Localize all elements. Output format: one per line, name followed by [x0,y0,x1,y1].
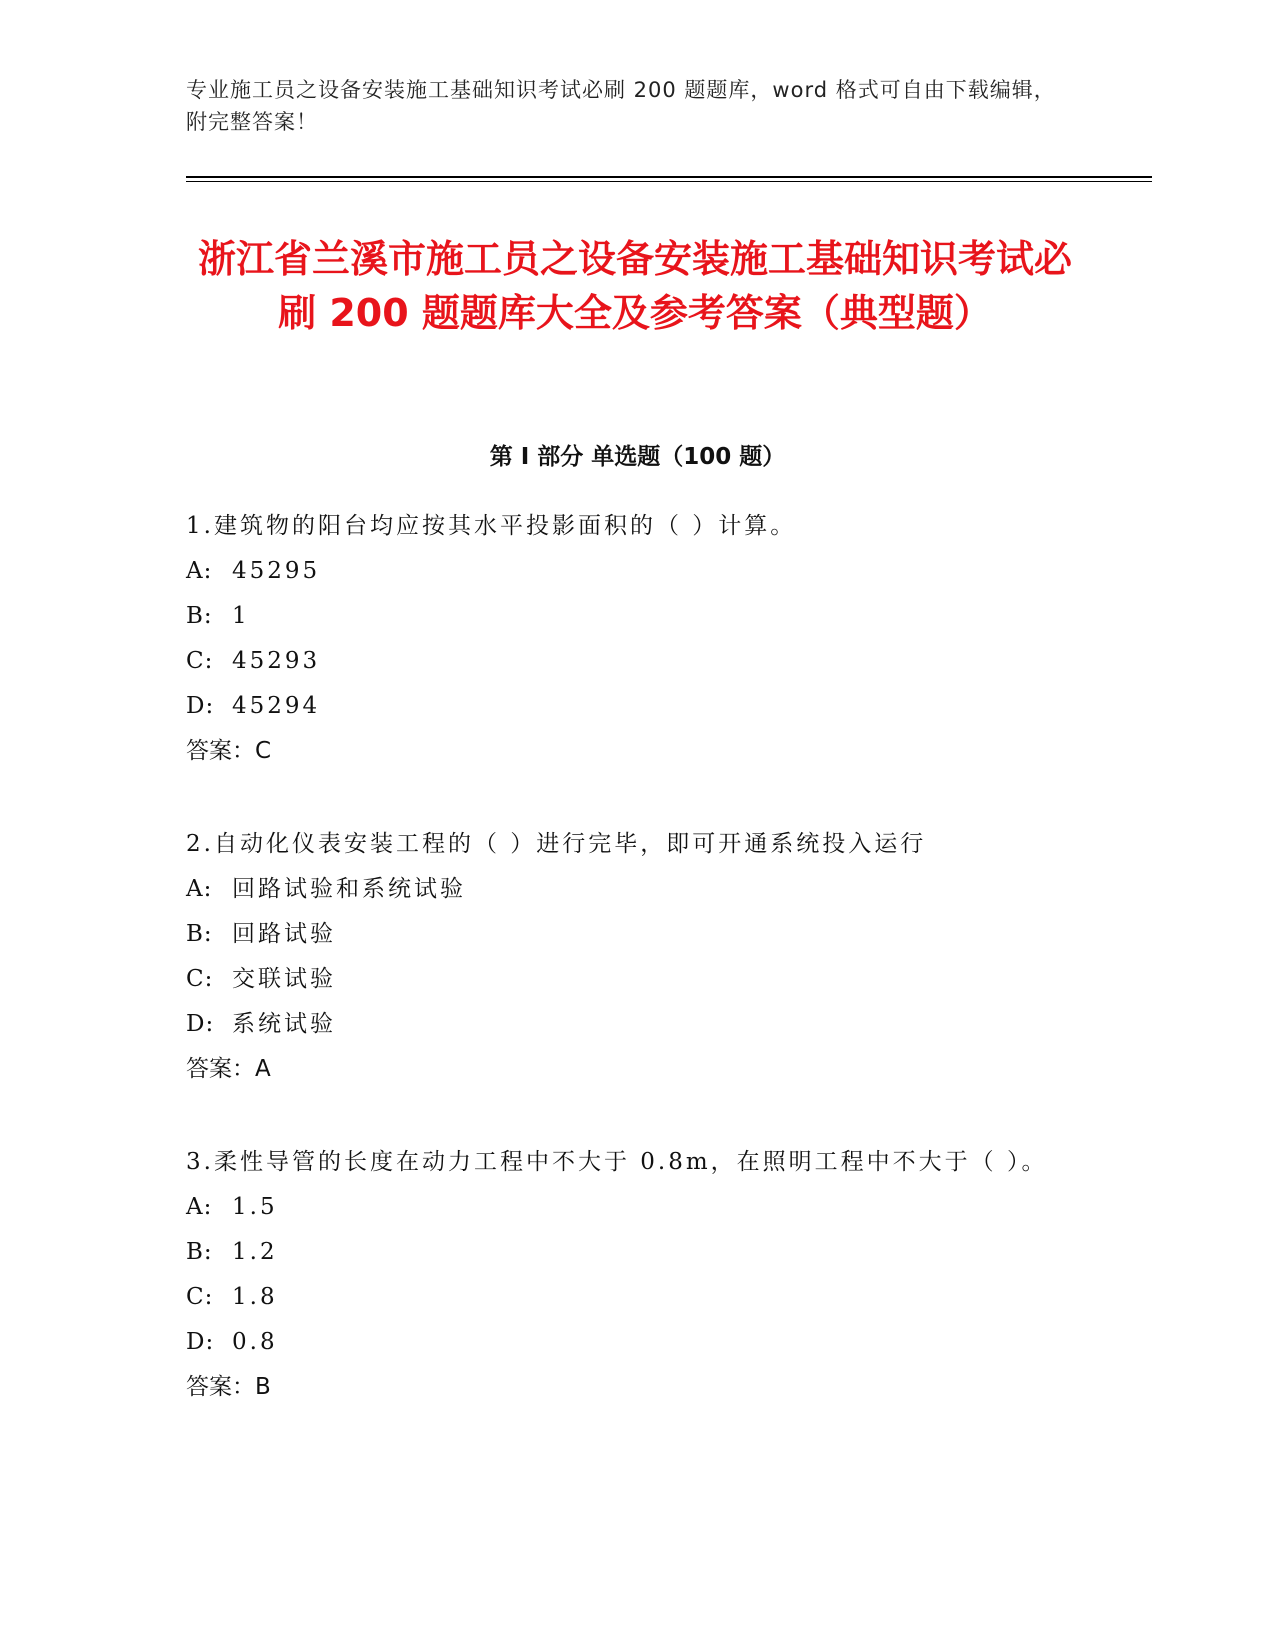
question-stem: 3.柔性导管的长度在动力工程中不大于 0.8m，在照明工程中不大于（ ）。 [186,1149,1048,1175]
option-key: B: [186,1239,213,1265]
header-note: 专业施工员之设备安装施工基础知识考试必刷 200 题题库，word 格式可自由下载编辑，附完整答案！ [186,78,1056,134]
option-key: D: [186,1329,215,1355]
option-key: A: [186,1194,213,1220]
option-text: 回路试验 [232,921,336,947]
header-divider-thick [186,176,1152,178]
option-key: B: [186,921,213,947]
option-c [186,1275,1076,1320]
option-key: A: [186,558,213,584]
option-a [186,867,1076,912]
option-b [186,912,1076,957]
option-b [186,1230,1076,1275]
option-text: 0.8 [232,1329,278,1355]
option-key: D: [186,693,215,719]
option-d [186,684,1076,729]
option-a [186,549,1076,594]
option-text: 系统试验 [232,1011,336,1037]
option-text: 1.2 [232,1239,278,1265]
option-key: C: [186,1284,214,1310]
option-text: 1 [232,603,250,629]
option-key: C: [186,966,214,992]
option-key: C: [186,648,214,674]
option-text: 45295 [232,558,321,584]
option-d [186,1002,1076,1047]
option-c [186,639,1076,684]
option-key: D: [186,1011,215,1037]
option-a [186,1185,1076,1230]
option-text: 回路试验和系统试验 [232,876,466,902]
question-stem: 2.自动化仪表安装工程的（ ）进行完毕，即可开通系统投入运行 [186,831,927,857]
option-key: B: [186,603,213,629]
answer: 答案：B [186,1374,271,1400]
question-3 [186,1140,1076,1410]
option-key: A: [186,876,213,902]
question-stem: 1.建筑物的阳台均应按其水平投影面积的（ ）计算。 [186,513,797,539]
question-1 [186,504,1076,774]
option-text: 交联试验 [232,966,336,992]
option-text: 45293 [232,648,321,674]
option-c [186,957,1076,1002]
question-2 [186,822,1076,1092]
answer: 答案：C [186,738,272,764]
option-d [186,1320,1076,1365]
section-title: 第 I 部分 单选题（100 题） [489,444,786,470]
option-text: 45294 [232,693,321,719]
answer: 答案：A [186,1056,271,1082]
option-b [186,594,1076,639]
document-title: 浙江省兰溪市施工员之设备安装施工基础知识考试必刷 200 题题库大全及参考答案（典型题） [197,237,1072,335]
option-text: 1.8 [232,1284,278,1310]
header-divider-thin [186,181,1152,182]
option-text: 1.5 [232,1194,278,1220]
